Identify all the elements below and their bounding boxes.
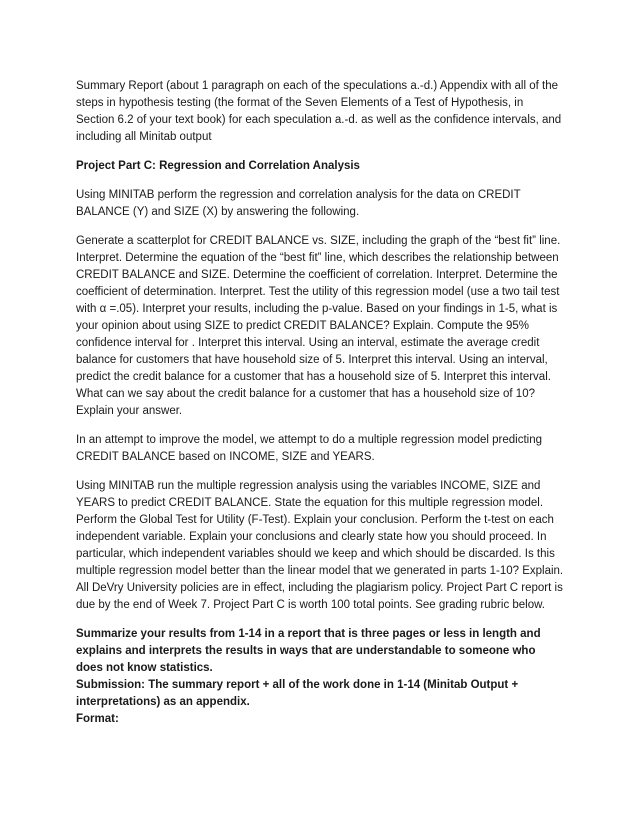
scatterplot-instructions-paragraph: Generate a scatterplot for CREDIT BALANCE vs. SIZE, including the graph of the “best fit” line. Interpret. Determine the equation of the “best fit” line, which describes the relationship between CREDIT BALANCE and SIZE. Determine the coefficient of correlation. Interpret. Determine the coefficient of determination. Interpret. Test the utility of this regression model (use a two tail test with α =.05). Interpret your results, including the p-value. Based on your findings in 1-5, what is your opinion about using SIZE to predict CREDIT BALANCE? Explain. Compute the 95% confidence interval for . Interpret this interval. Using an interval, estimate the average credit balance for customers that have household size of 5. Interpret this interval. Using an interval, predict the credit balance for a customer that has a household size of 5. Interpret this interval. What can we say about the credit balance for a customer that has a household size of 10? Explain your answer. (76, 235, 561, 417)
intro-paragraph: Using MINITAB perform the regression and correlation analysis for the data on CREDIT BALANCE (Y) and SIZE (X) by answering the following. (76, 189, 521, 218)
submission-instructions: Submission: The summary report + all of the work done in 1-14 (Minitab Output + interpretations) as an appendix. (76, 679, 519, 708)
format-label: Format: (76, 713, 119, 725)
improve-model-paragraph: In an attempt to improve the model, we attempt to do a multiple regression model predicting CREDIT BALANCE based on INCOME, SIZE and YEARS. (76, 434, 542, 463)
part-c-heading: Project Part C: Regression and Correlation Analysis (76, 160, 360, 172)
summary-report-paragraph: Summary Report (about 1 paragraph on each of the speculations a.-d.) Appendix with all of the steps in hypothesis testing (the format of the Seven Elements of a Test of Hypothesis, in Section 6.2 of your text book) for each speculation a.-d. as well as the confidence intervals, and including all Minitab output (76, 80, 562, 143)
multiple-regression-paragraph: Using MINITAB run the multiple regression analysis using the variables INCOME, SIZE and YEARS to predict CREDIT BALANCE. State the equation for this multiple regression model. Perform the Global Test for Utility (F-Test). Explain your conclusion. Perform the t-test on each independent variable. Explain your conclusions and clearly state how you should proceed. In particular, which independent variables should we keep and which should be discarded. Is this multiple regression model better than the linear model that we generated in parts 1-10? Explain. All DeVry University policies are in effect, including the plagiarism policy. Project Part C report is due by the end of Week 7. Project Part C is worth 100 total points. See grading rubric below. (76, 480, 564, 611)
summarize-instructions: Summarize your results from 1-14 in a report that is three pages or less in length and explains and interprets the results in ways that are understandable to someone who does not know statistics. (76, 628, 541, 674)
